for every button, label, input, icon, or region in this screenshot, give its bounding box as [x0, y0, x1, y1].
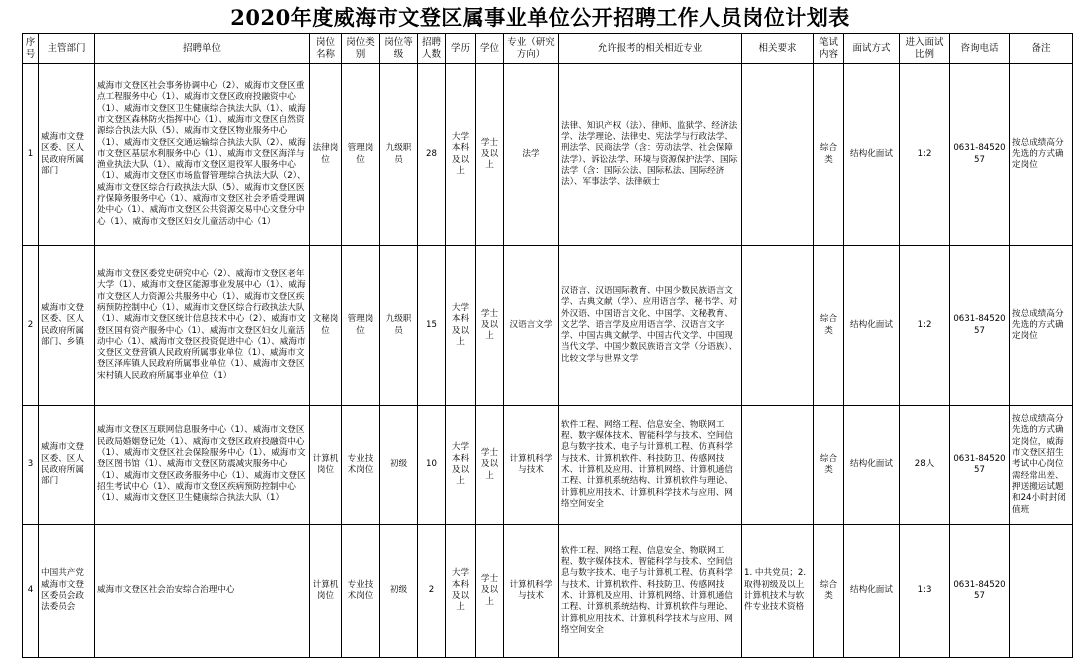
cell-interview: 结构化面试 [844, 406, 900, 525]
cell-degree: 学士及以上 [476, 525, 504, 658]
cell-degree: 学士及以上 [476, 246, 504, 406]
header-post-name: 岗位名称 [310, 34, 342, 64]
cell-related: 汉语言、汉语国际教育、中国少数民族语言文学、古典文献（学）、应用语言学、秘书学、对外汉语、中国语言文化、中国学、文秘教育、文艺学、语言学及应用语言学、汉语言文字学、中国古典文献学、中国古代文学、中国现当代文学、中国少数民族语言文学（分语族）、比较文学与世界文学 [559, 246, 742, 406]
header-note: 备注 [1010, 34, 1073, 64]
cell-post-level: 初级 [380, 406, 418, 525]
cell-phone: 0631-8452057 [950, 406, 1010, 525]
cell-post-type: 专业技术岗位 [342, 525, 380, 658]
cell-unit: 威海市文登区互联网信息服务中心（1）、威海市文登区民政局婚姻登记处（1）、威海市文登区政府投融资中心（1）、威海市文登区社会保险服务中心（1）、威海市文登区图书馆（1）、威海市文登区防震减灾服务中心（1）、威海市文登区政务服务中心（1）、威海市文登区招生考试中心（1）、威海市文登区疾病预防控制中心（1）、威海市文登区卫生健康综合执法大队（1） [95, 406, 310, 525]
cell-count: 28 [418, 64, 446, 246]
header-degree: 学位 [476, 34, 504, 64]
cell-dept: 威海市文登区委、区人民政府所属部门 [39, 406, 95, 525]
table-row [23, 64, 1073, 246]
header-post-level: 岗位等级 [380, 34, 418, 64]
recruitment-table [22, 33, 1073, 658]
cell-dept: 中国共产党威海市文登区委员会政法委员会 [39, 525, 95, 658]
cell-exam: 综合类 [814, 64, 844, 246]
cell-degree: 学士及以上 [476, 64, 504, 246]
cell-phone: 0631-8452057 [950, 64, 1010, 246]
header-seq: 序号 [23, 34, 39, 64]
table-row [23, 246, 1073, 406]
cell-ratio: 1:2 [900, 246, 950, 406]
header-req: 相关要求 [742, 34, 814, 64]
cell-seq: 3 [23, 406, 39, 525]
cell-edu: 大学本科及以上 [446, 64, 476, 246]
header-dept: 主管部门 [39, 34, 95, 64]
header-edu: 学历 [446, 34, 476, 64]
cell-count: 10 [418, 406, 446, 525]
cell-req [742, 406, 814, 525]
table-header-row [23, 34, 1073, 64]
cell-note: 按总成绩高分先选的方式确定岗位 [1010, 64, 1073, 246]
cell-note [1010, 525, 1073, 658]
table-row [23, 525, 1073, 658]
cell-post-level: 九级职员 [380, 64, 418, 246]
cell-edu: 大学本科及以上 [446, 525, 476, 658]
cell-major: 计算机科学与技术 [504, 406, 559, 525]
cell-degree: 学士及以上 [476, 406, 504, 525]
cell-post-type: 管理岗位 [342, 64, 380, 246]
cell-related: 软件工程、网络工程、信息安全、物联网工程、数字媒体技术、智能科学与技术、空间信息与数字技术、电子与计算机工程、仿真科学与技术、计算机软件、科技防卫、传感网技术、计算机及应用、计算机网络、计算机通信工程、计算机系统结构、计算机软件与理论、计算机应用技术、计算机科学技术与应用、网络空间安全 [559, 525, 742, 658]
table-row [23, 406, 1073, 525]
header-major: 专业（研究方向） [504, 34, 559, 64]
header-interview: 面试方式 [844, 34, 900, 64]
cell-unit: 威海市文登区社会事务协调中心（2）、威海市文登区重点工程服务中心（1）、威海市文登区政府投融资中心（1）、威海市文登区卫生健康综合执法大队（1）、威海市文登区森林防火指挥中心（1）、威海市文登区自然资源综合执法大队（5）、威海市文登区物业服务中心（1）、威海市文登区交通运输综合执法大队（2）、威海市文登区基层水利服务中心（1）、威海市文登区海洋与渔业执法大队（1）、威海市文登区退役军人服务中心（1）、威海市文登区市场监督管理综合执法大队（2）、威海市文登区综合行政执法大队（5）、威海市文登区医疗保障务服务中心（1）、威海市文登区社会矛盾受理调处中心（1）、威海市文登区公共资源交易中心文登分中心（1）、威海市文登区妇女儿童活动中心（1） [95, 64, 310, 246]
cell-major: 汉语言文学 [504, 246, 559, 406]
cell-ratio: 1:3 [900, 525, 950, 658]
cell-seq: 2 [23, 246, 39, 406]
cell-req [742, 64, 814, 246]
cell-post-name: 法律岗位 [310, 64, 342, 246]
cell-req: 1. 中共党员；2. 取得初级及以上计算机技术与软件专业技术资格 [742, 525, 814, 658]
header-ratio: 进入面试比例 [900, 34, 950, 64]
cell-post-type: 专业技术岗位 [342, 406, 380, 525]
cell-post-name: 文秘岗位 [310, 246, 342, 406]
cell-note: 按总成绩高分先选的方式确定岗位 [1010, 246, 1073, 406]
header-phone: 咨询电话 [950, 34, 1010, 64]
header-unit: 招聘单位 [95, 34, 310, 64]
page-title: 2020年度威海市文登区属事业单位公开招聘工作人员岗位计划表 [230, 5, 850, 30]
cell-edu: 大学本科及以上 [446, 406, 476, 525]
cell-ratio: 28人 [900, 406, 950, 525]
cell-post-type: 管理岗位 [342, 246, 380, 406]
cell-unit: 威海市文登区社会治安综合治理中心 [95, 525, 310, 658]
cell-req [742, 246, 814, 406]
cell-post-level: 初级 [380, 525, 418, 658]
cell-dept: 威海市文登区委、区人民政府所属部门、乡镇 [39, 246, 95, 406]
cell-seq: 1 [23, 64, 39, 246]
header-post-type: 岗位类别 [342, 34, 380, 64]
cell-interview: 结构化面试 [844, 64, 900, 246]
header-count: 招聘人数 [418, 34, 446, 64]
cell-ratio: 1:2 [900, 64, 950, 246]
cell-dept: 威海市文登区委、区人民政府所属部门 [39, 64, 95, 246]
cell-exam: 综合类 [814, 246, 844, 406]
cell-exam: 综合类 [814, 406, 844, 525]
cell-post-name: 计算机岗位 [310, 406, 342, 525]
cell-count: 15 [418, 246, 446, 406]
cell-related: 法律、知识产权（法）、律师、监狱学、经济法学、法学理论、法律史、宪法学与行政法学、刑法学、民商法学（含：劳动法学、社会保障法学）、诉讼法学、环境与资源保护法学、国际法学（含：国际公法、国际私法、国际经济法）、军事法学、法律硕士 [559, 64, 742, 246]
cell-unit: 威海市文登区委党史研究中心（2）、威海市文登区老年大学（1）、威海市文登区能源事业发展中心（1）、威海市文登区人力资源公共服务中心（1）、威海市文登区疾病预防控制中心（1）、威海市文登区综合行政执法大队（1）、威海市文登区统计信息技术中心（2）、威海市文登区国有资产服务中心（1）、威海市文登区妇女儿童活动中心（1）、威海市文登区投资促进中心（1）、威海市文登区文登营镇人民政府所属事业单位（1）、威海市文登区泽库镇人民政府所属事业单位（1）、威海市文登区宋村镇人民政府所属事业单位（1） [95, 246, 310, 406]
cell-phone: 0631-8452057 [950, 525, 1010, 658]
cell-major: 计算机科学与技术 [504, 525, 559, 658]
cell-note: 按总成绩高分先选的方式确定岗位，威海市文登区招生考试中心岗位需经常出差、押送搬运试题和24小时封闭值班 [1010, 406, 1073, 525]
cell-phone: 0631-8452057 [950, 246, 1010, 406]
cell-major: 法学 [504, 64, 559, 246]
cell-edu: 大学本科及以上 [446, 246, 476, 406]
cell-related: 软件工程、网络工程、信息安全、物联网工程、数字媒体技术、智能科学与技术、空间信息与数字技术、电子与计算机工程、仿真科学与技术、计算机软件、科技防卫、传感网技术、计算机及应用、计算机网络、计算机通信工程、计算机系统结构、计算机软件与理论、计算机应用技术、计算机科学技术与应用、网络空间安全 [559, 406, 742, 525]
header-related: 允许报考的相关相近专业 [559, 34, 742, 64]
cell-interview: 结构化面试 [844, 525, 900, 658]
cell-post-level: 九级职员 [380, 246, 418, 406]
header-exam: 笔试内容 [814, 34, 844, 64]
cell-interview: 结构化面试 [844, 246, 900, 406]
cell-seq: 4 [23, 525, 39, 658]
cell-count: 2 [418, 525, 446, 658]
cell-post-name: 计算机岗位 [310, 525, 342, 658]
cell-exam: 综合类 [814, 525, 844, 658]
